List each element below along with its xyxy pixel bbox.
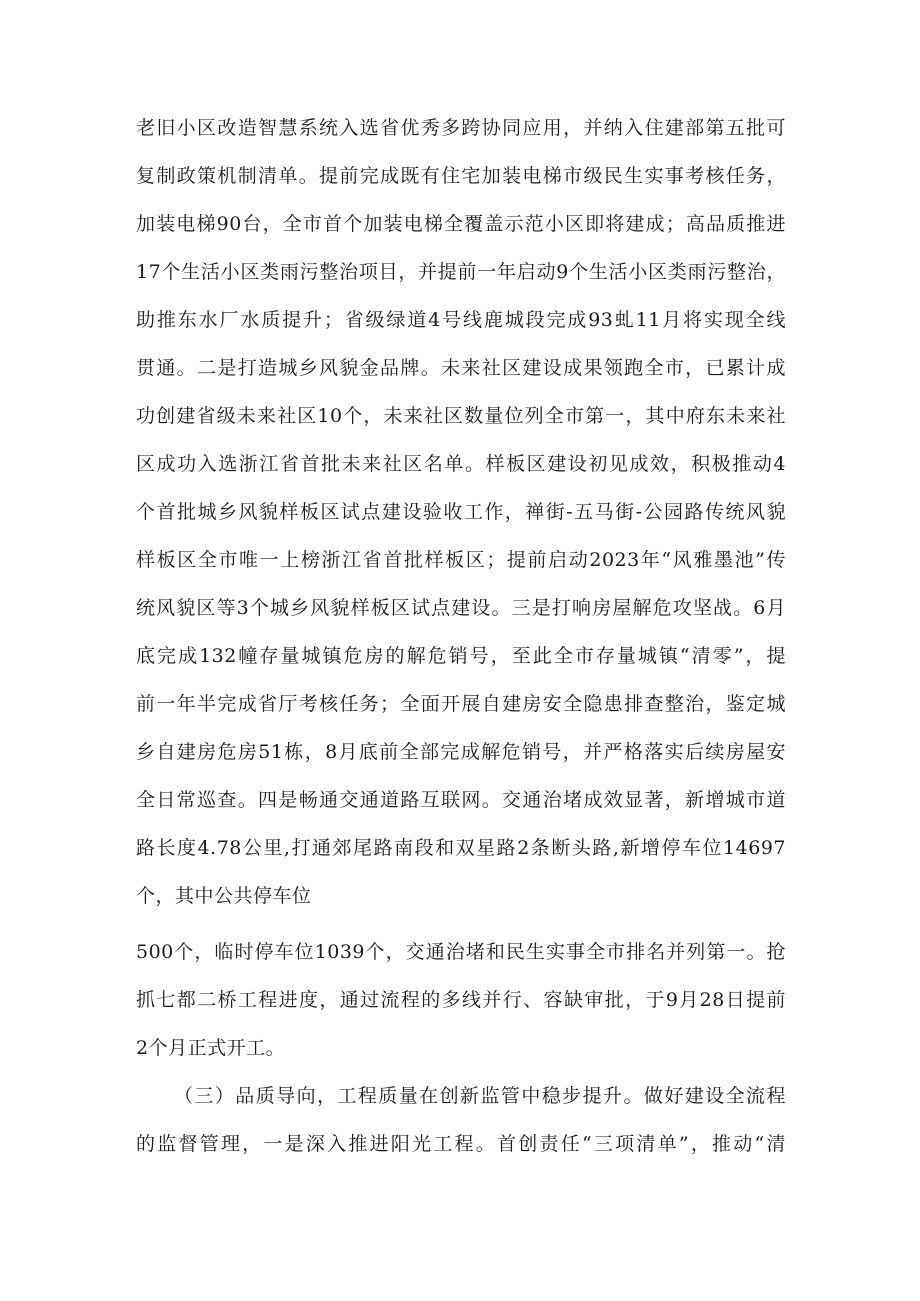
text-line-13: 前一年半完成省厅考核任务；全面开展自建房安全隐患排查整治，鉴定城 xyxy=(136,693,786,715)
text-line-11: 统风貌区等3个城乡风貌样板区试点建设。三是打响房屋解危攻坚战。6月 xyxy=(136,597,786,619)
text-line-18: 500个，临时停车位1039个，交通治堵和民生实事全市排名并列第一。抢 xyxy=(136,941,786,963)
text-line-20: 2个月正式开工。 xyxy=(136,1037,286,1059)
text-line-16: 路长度4.78公里,打通郊尾路南段和双星路2条断头路,新增停车位14697 xyxy=(136,837,786,859)
text-line-19: 抓七都二桥工程进度，通过流程的多线并行、容缺审批，于9月28日提前 xyxy=(136,989,786,1011)
text-line-15: 全日常巡查。四是畅通交通道路互联网。交通治堵成效显著，新增城市道 xyxy=(136,789,786,811)
text-line-22: 的监督管理，一是深入推进阳光工程。首创责任“三项清单”，推动“清 xyxy=(136,1133,786,1155)
text-line-8: 区成功入选浙江省首批未来社区名单。样板区建设初见成效，积极推动4 xyxy=(136,453,786,475)
text-line-2: 复制政策机制清单。提前完成既有住宅加装电梯市级民生实事考核任务， xyxy=(136,165,786,187)
text-line-6: 贯通。二是打造城乡风貌金品牌。未来社区建设成果领跑全市，已累计成 xyxy=(136,357,786,379)
text-line-5: 助推东水厂水质提升；省级绿道4号线鹿城段完成93虬11月将实现全线 xyxy=(136,309,786,331)
text-line-10: 样板区全市唯一上榜浙江省首批样板区；提前启动2023年“风雅墨池”传 xyxy=(136,549,786,571)
text-line-14: 乡自建房危房51栋，8月底前全部完成解危销号，并严格落实后续房屋安 xyxy=(136,741,786,763)
text-line-7: 功创建省级未来社区10个，未来社区数量位列全市第一，其中府东未来社 xyxy=(136,405,786,427)
text-line-1: 老旧小区改造智慧系统入选省优秀多跨协同应用，并纳入住建部第五批可 xyxy=(136,117,786,139)
text-line-12: 底完成132幢存量城镇危房的解危销号，至此全市存量城镇“清零”，提 xyxy=(136,645,786,667)
text-line-17: 个，其中公共停车位 xyxy=(136,885,312,907)
text-line-3: 加装电梯90台，全市首个加装电梯全覆盖示范小区即将建成；高品质推进 xyxy=(136,213,786,235)
section-heading-line: （三）品质导向，工程质量在创新监管中稳步提升。做好建设全流程 xyxy=(174,1085,786,1107)
text-line-4: 17个生活小区类雨污整治项目，并提前一年启动9个生活小区类雨污整治， xyxy=(136,261,786,283)
text-line-9: 个首批城乡风貌样板区试点建设验收工作，禅街-五马街-公园路传统风貌 xyxy=(136,501,786,523)
